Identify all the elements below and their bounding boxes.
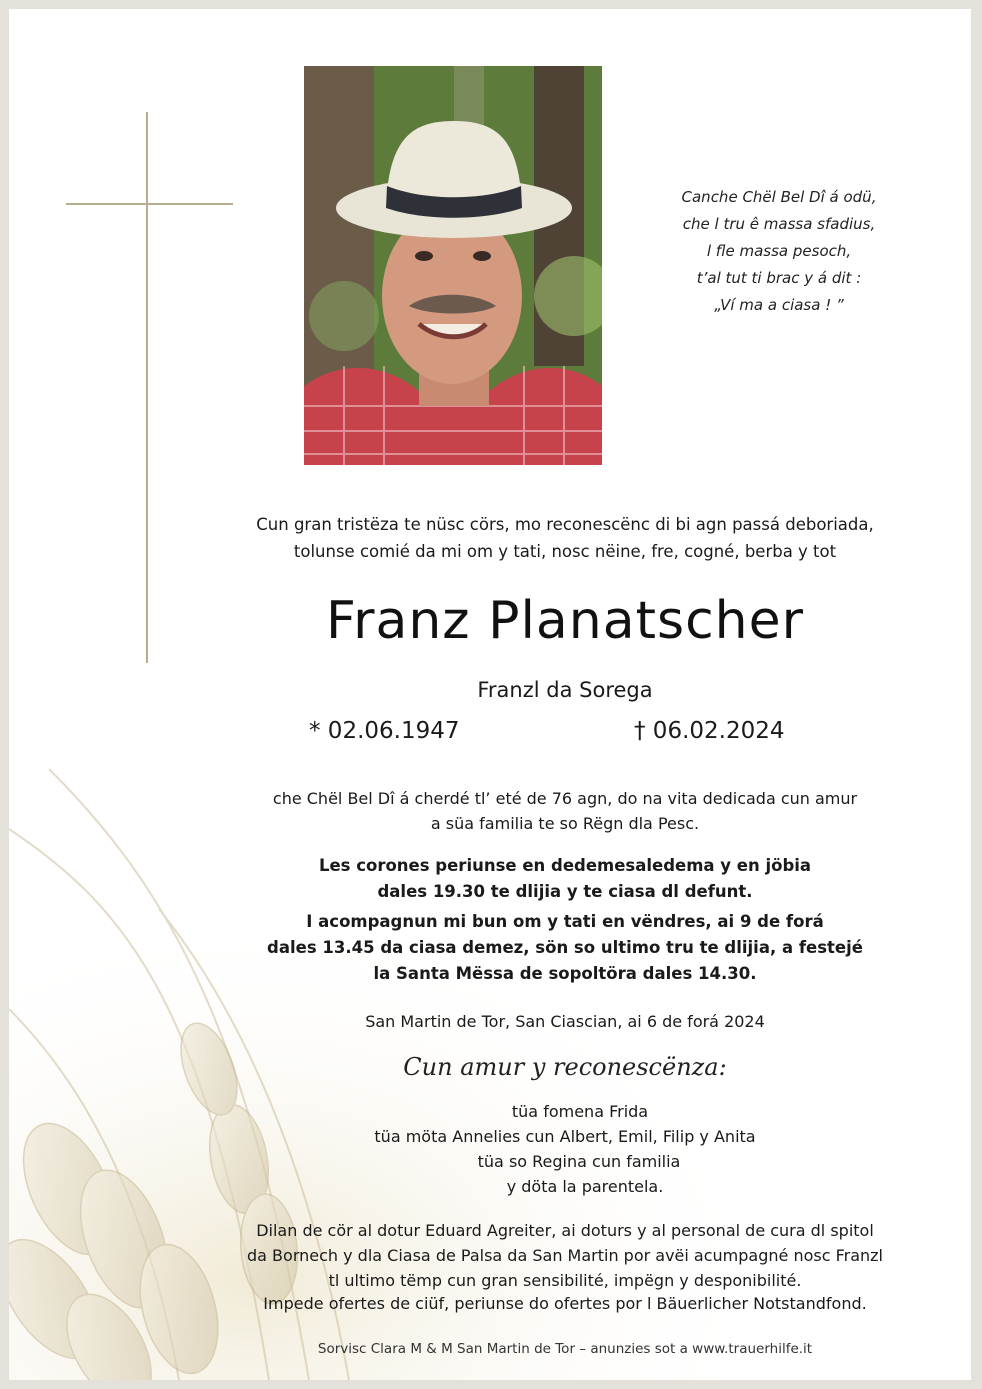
family-line: tüa fomena Frida	[511, 1102, 649, 1121]
place-date: San Martin de Tor, San Ciascian, ai 6 de forá 2024	[365, 1012, 765, 1031]
cross-bar	[66, 203, 233, 205]
intro-line: tolunse comié da mi om y tati, nosc nëine, fre, cogné, berba y tot	[293, 542, 837, 561]
family-list	[205, 1099, 925, 1199]
footer-credit: Sorvisc Clara M & M San Martin de Tor – anunzies sot a www.trauerhilfe.it	[317, 1341, 813, 1357]
gratitude-line: tl ultimo tëmp cun gran sensibilité, impëgn y desponibilité.	[328, 1271, 802, 1290]
ceremony-line: dales 19.30 te dlijia y te ciasa dl defunt.	[377, 882, 753, 901]
donation-note: Impede ofertes de ciüf, periunse do ofertes por l Bäuerlicher Notstandfond.	[263, 1294, 867, 1313]
intro-text	[205, 511, 925, 565]
verse-line: t’al tut ti brac y á dit :	[696, 269, 862, 287]
ceremony-line: I acompagnun mi bun om y tati en vëndres, ai 9 de forá	[306, 912, 824, 931]
intro-line: Cun gran tristëza te nüsc cörs, mo reconescënc di bi agn passá deboriada,	[256, 515, 874, 534]
verse-line: „Ví ma a ciasa ! ”	[714, 296, 844, 314]
ceremony-line: dales 13.45 da ciasa demez, sön so ultimo tru te dlijia, a festejé	[267, 938, 863, 957]
family-line: y döta la parentela.	[506, 1177, 664, 1196]
verse-poem	[629, 184, 929, 319]
thanks-heading: Cun amur y reconescënza:	[403, 1053, 727, 1081]
deceased-name: Franz Planatscher	[325, 591, 805, 651]
family-line: tüa möta Annelies cun Albert, Emil, Filip y Anita	[374, 1127, 756, 1146]
gratitude-line: da Bornech y dla Ciasa de Palsa da San Martin por avëi acumpagné nosc Franzl	[247, 1246, 883, 1265]
obituary-card	[9, 9, 971, 1380]
gratitude-text	[205, 1218, 925, 1293]
message-line: che Chël Bel Dî á cherdé tl’ eté de 76 agn, do na vita dedicada cun amur	[272, 789, 858, 808]
ceremony-line: Les corones periunse en dedemesaledema y en jöbia	[318, 856, 812, 875]
message-line: a süa familia te so Rëgn dla Pesc.	[430, 814, 700, 833]
ceremony-info	[205, 853, 925, 987]
ceremony-line: la Santa Mëssa de sopoltöra dales 14.30.	[373, 964, 757, 983]
verse-line: l fle massa pesoch,	[706, 242, 852, 260]
portrait-photo	[304, 66, 602, 465]
gratitude-line: Dilan de cör al dotur Eduard Agreiter, ai doturs y al personal de cura dl spitol	[256, 1221, 874, 1240]
birth-date: * 02.06.1947	[309, 718, 460, 744]
family-line: tüa so Regina cun familia	[477, 1152, 681, 1171]
passing-message	[205, 786, 925, 836]
verse-line: Canche Chël Bel Dî á odü,	[681, 188, 877, 206]
verse-line: che l tru ê massa sfadius,	[682, 215, 876, 233]
death-date: † 06.02.2024	[634, 718, 785, 744]
deceased-nickname: Franzl da Sorega	[477, 678, 653, 702]
cross-icon	[146, 112, 148, 663]
